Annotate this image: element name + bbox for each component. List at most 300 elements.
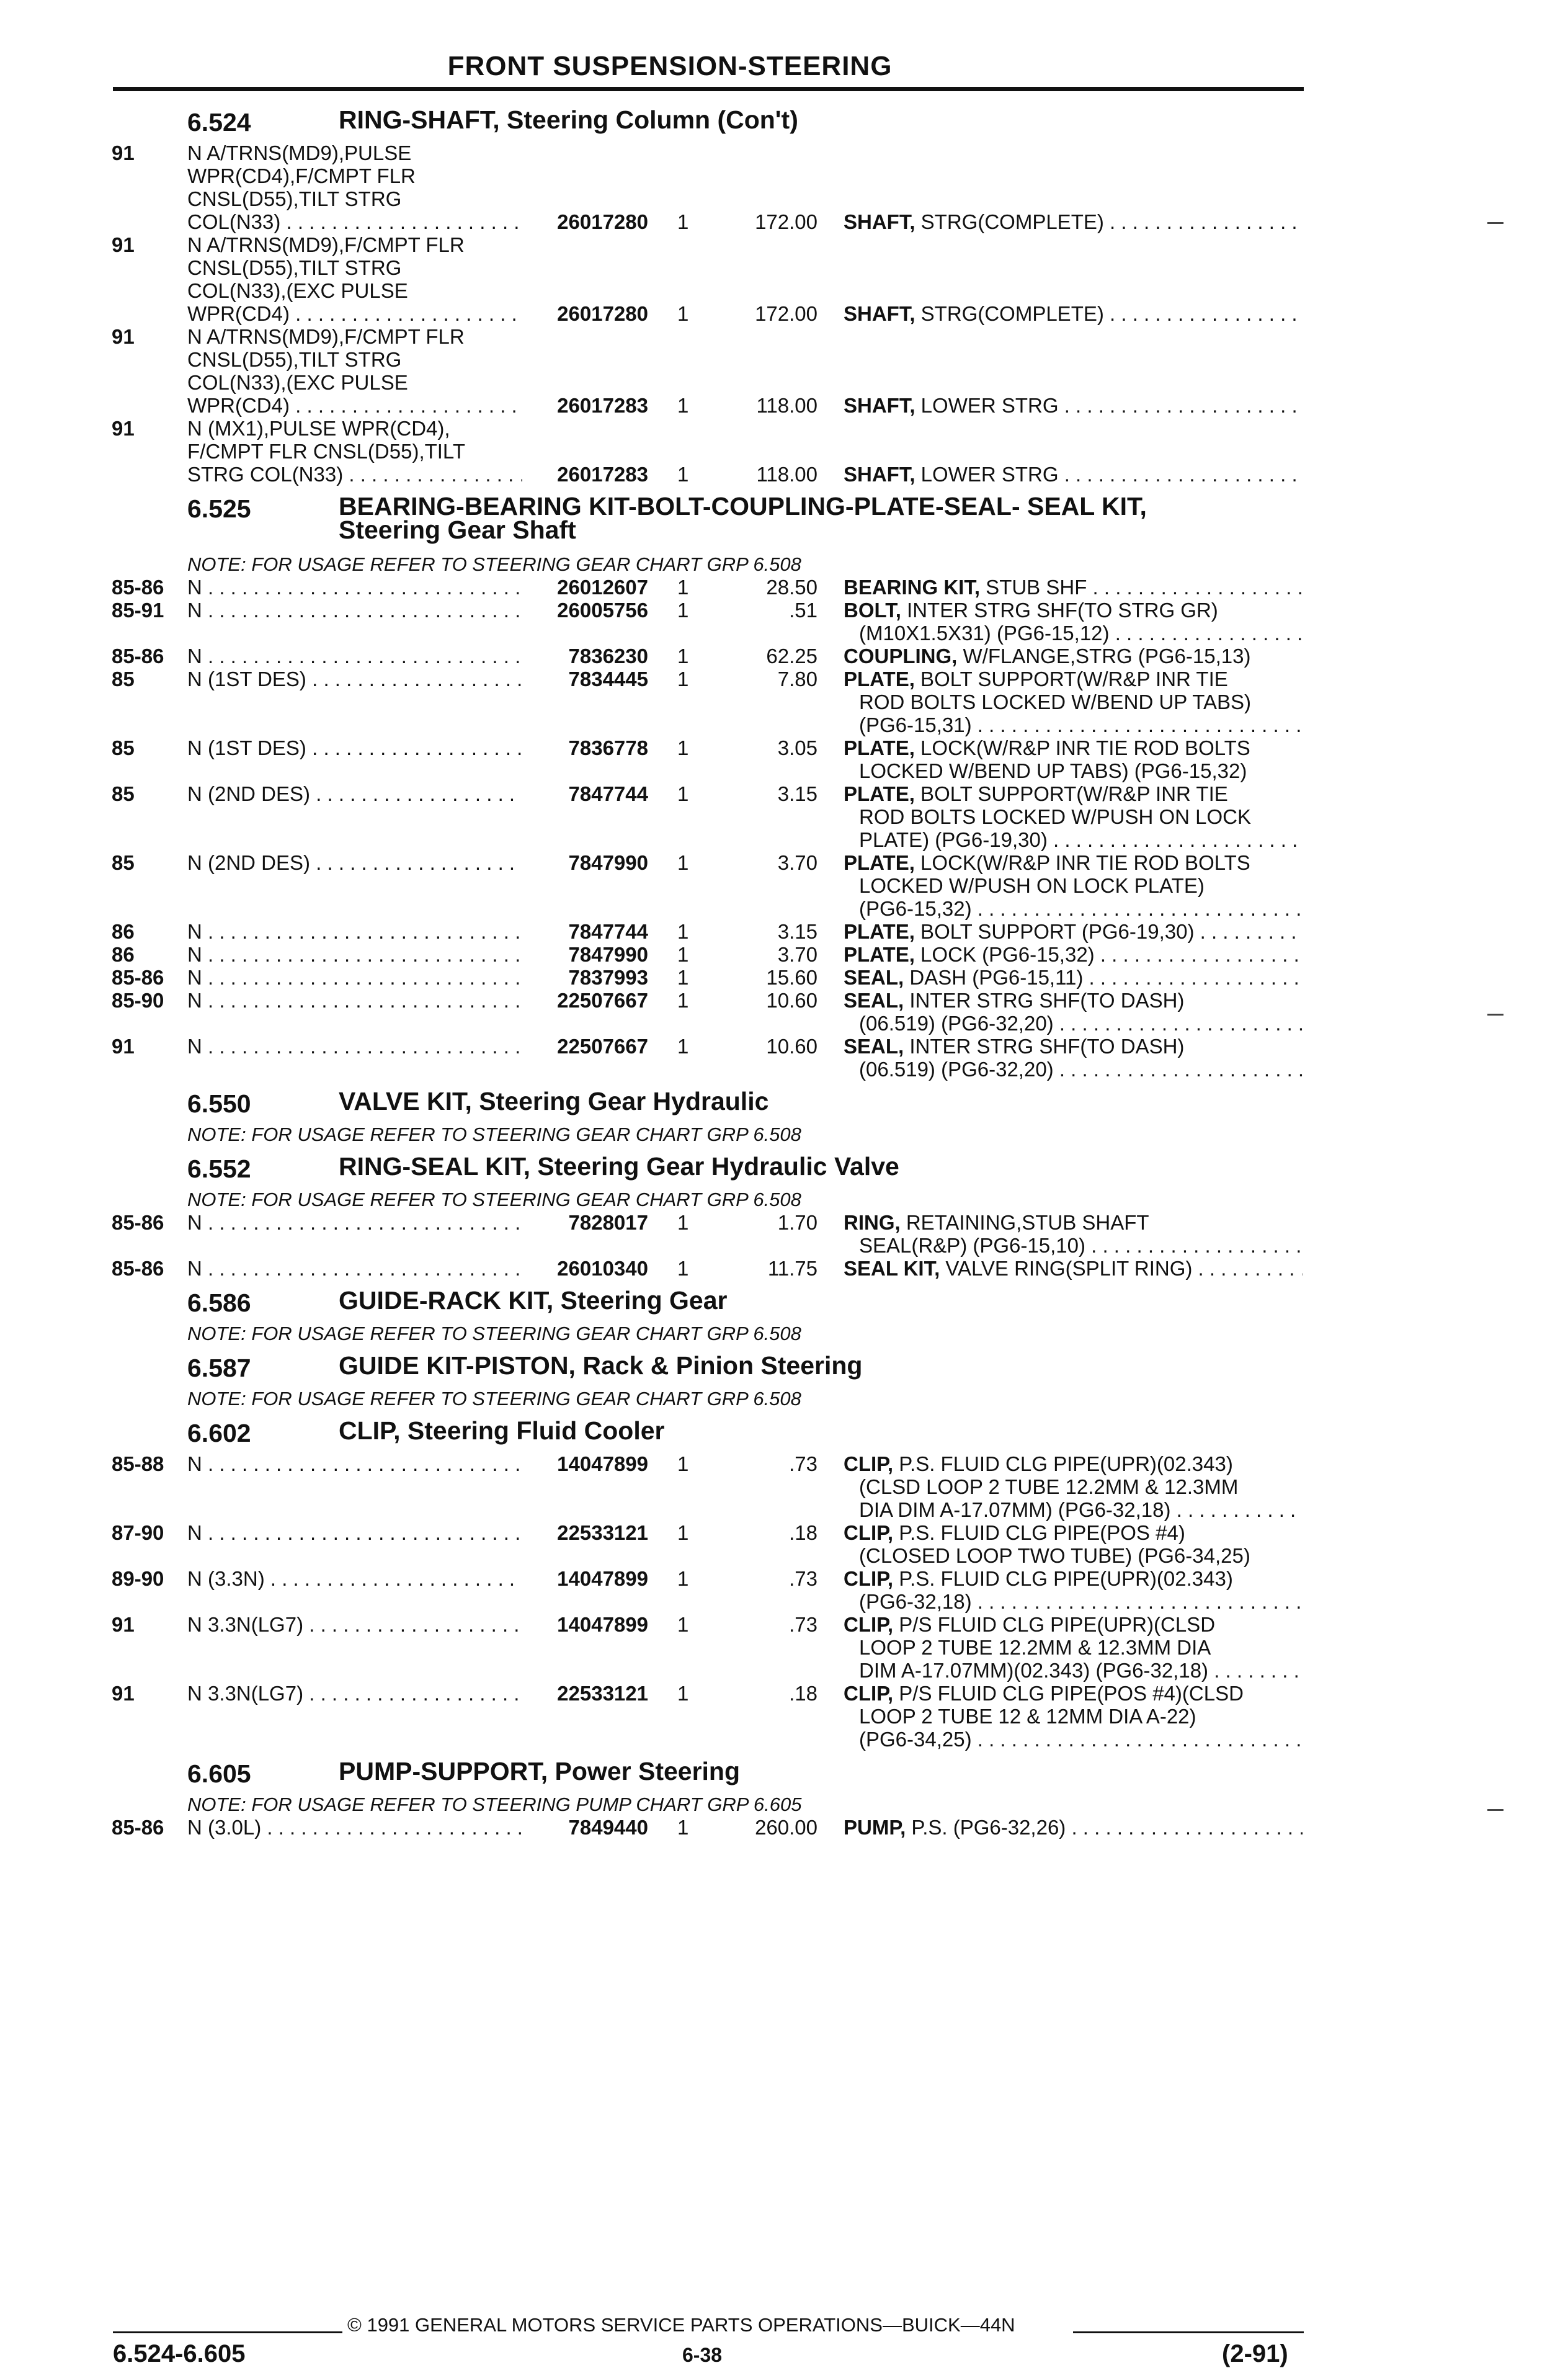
price: 10.60 — [766, 1035, 817, 1058]
part-name: SHAFT, LOWER STRG . . . — [844, 463, 1303, 486]
part-name-bold: PLATE, — [844, 920, 915, 943]
table-row — [0, 1613, 1568, 1636]
price: 260.00 — [755, 1816, 817, 1839]
usage-description: COL(N33) . . . — [187, 210, 522, 233]
part-name-bold: CLIP, — [844, 1682, 894, 1705]
part-number: 14047899 — [557, 1613, 648, 1636]
usage-description: CNSL(D55),TILT STRG — [187, 256, 402, 279]
price: .73 — [789, 1613, 817, 1636]
price: 172.00 — [755, 302, 817, 325]
section-heading — [0, 486, 1568, 553]
part-number: 22533121 — [557, 1682, 648, 1705]
part-name: PLATE, BOLT SUPPORT(W/R&P INR TIE — [844, 668, 1228, 690]
table-row — [0, 989, 1568, 1012]
part-name: COUPLING, W/FLANGE,STRG (PG6-15,13) — [844, 645, 1251, 668]
part-name: PUMP, P.S. (PG6-32,26) . . . — [844, 1816, 1303, 1839]
usage-description: COL(N33),(EXC PULSE — [187, 279, 408, 302]
price: .18 — [789, 1521, 817, 1544]
table-row — [0, 233, 1568, 256]
table-row — [0, 164, 1568, 187]
table-row — [0, 690, 1568, 713]
usage-description: N (2ND DES) . . . — [187, 851, 522, 874]
part-name-bold: BEARING KIT, — [844, 576, 981, 599]
part-name-bold: BOLT, — [844, 599, 901, 622]
part-name: (PG6-15,32) . . . — [859, 897, 1303, 920]
table-row — [0, 1636, 1568, 1659]
part-name: PLATE, LOCK(W/R&P INR TIE ROD BOLTS — [844, 736, 1250, 759]
part-name: PLATE, BOLT SUPPORT(W/R&P INR TIE — [844, 782, 1228, 805]
quantity: 1 — [677, 851, 689, 874]
part-number: 7847990 — [568, 943, 648, 966]
part-name: SEAL, INTER STRG SHF(TO DASH) — [844, 1035, 1185, 1058]
usage-description: CNSL(D55),TILT STRG — [187, 348, 402, 371]
price: .51 — [789, 599, 817, 622]
table-row — [0, 1682, 1568, 1705]
model-year: 85-86 — [112, 1257, 164, 1280]
part-name: CLIP, P.S. FLUID CLG PIPE(UPR)(02.343) — [844, 1567, 1233, 1590]
part-name: PLATE, BOLT SUPPORT (PG6-19,30) . . . — [844, 920, 1303, 943]
table-row — [0, 1058, 1568, 1081]
part-number: 22507667 — [557, 1035, 648, 1058]
part-name: (PG6-34,25) . . . — [859, 1728, 1303, 1751]
part-name: DIA DIM A-17.07MM) (PG6-32,18) . . . — [859, 1498, 1303, 1521]
margin-mark — [1487, 1014, 1503, 1016]
price: 28.50 — [766, 576, 817, 599]
part-number: 26017280 — [557, 210, 648, 233]
section-title: RING-SEAL KIT, Steering Gear Hydraulic Valve — [339, 1152, 899, 1181]
part-name-bold: PLATE, — [844, 736, 915, 759]
part-name: SHAFT, STRG(COMPLETE) . . . — [844, 210, 1303, 233]
usage-description: WPR(CD4) . . . — [187, 302, 522, 325]
usage-description: COL(N33),(EXC PULSE — [187, 371, 408, 394]
title-rule — [113, 87, 1304, 91]
usage-description: N (3.3N) . . . — [187, 1567, 522, 1590]
usage-description: N . . . — [187, 1035, 522, 1058]
table-row — [0, 828, 1568, 851]
section-title: PUMP-SUPPORT, Power Steering — [339, 1757, 741, 1785]
margin-mark — [1487, 222, 1503, 224]
part-name: ROD BOLTS LOCKED W/BEND UP TABS) — [859, 690, 1252, 713]
usage-description: STRG COL(N33) . . . — [187, 463, 522, 486]
usage-description: N 3.3N(LG7) . . . — [187, 1682, 522, 1705]
price: 3.70 — [777, 943, 817, 966]
part-name-bold: SHAFT, — [844, 463, 915, 486]
model-year: 85 — [112, 668, 135, 690]
table-row — [0, 668, 1568, 690]
table-row — [0, 325, 1568, 348]
usage-description: N A/TRNS(MD9),F/CMPT FLR — [187, 233, 465, 256]
part-name: CLIP, P/S FLUID CLG PIPE(POS #4)(CLSD — [844, 1682, 1244, 1705]
table-row — [0, 851, 1568, 874]
note-text: NOTE: FOR USAGE REFER TO STEERING GEAR CHART GRP 6.508 — [187, 1323, 801, 1344]
part-name-bold: PLATE, — [844, 782, 915, 805]
table-row — [0, 187, 1568, 210]
part-number: 7837993 — [568, 966, 648, 989]
quantity: 1 — [677, 599, 689, 622]
section-title: VALVE KIT, Steering Gear Hydraulic — [339, 1087, 769, 1115]
section-note — [0, 1188, 1568, 1211]
footer-section-range: 6.524-6.605 — [113, 2340, 246, 2367]
table-row — [0, 1590, 1568, 1613]
section-heading — [0, 1280, 1568, 1322]
quantity: 1 — [677, 1452, 689, 1475]
price: 1.70 — [777, 1211, 817, 1234]
section-number: 6.602 — [187, 1419, 251, 1447]
part-name: LOCKED W/PUSH ON LOCK PLATE) — [859, 874, 1205, 897]
price: .73 — [789, 1452, 817, 1475]
price: 118.00 — [756, 463, 817, 486]
usage-description: N (1ST DES) . . . — [187, 736, 522, 759]
table-row — [0, 463, 1568, 486]
table-row — [0, 759, 1568, 782]
part-name: DIM A-17.07MM)(02.343) (PG6-32,18) . . . — [859, 1659, 1303, 1682]
part-name: LOOP 2 TUBE 12 & 12MM DIA A-22) — [859, 1705, 1196, 1728]
table-row — [0, 1012, 1568, 1035]
model-year: 85-86 — [112, 966, 164, 989]
section-number: 6.605 — [187, 1759, 251, 1788]
model-year: 86 — [112, 920, 135, 943]
part-name-bold: SEAL, — [844, 966, 904, 989]
section-note — [0, 553, 1568, 576]
usage-description: N . . . — [187, 599, 522, 622]
note-text: NOTE: FOR USAGE REFER TO STEERING GEAR CHART GRP 6.508 — [187, 1388, 801, 1410]
part-name-bold: SHAFT, — [844, 210, 915, 233]
section-note — [0, 1387, 1568, 1410]
table-row — [0, 141, 1568, 164]
section-heading — [0, 99, 1568, 141]
part-name: PLATE) (PG6-19,30) . . . — [859, 828, 1303, 851]
quantity: 1 — [677, 576, 689, 599]
model-year: 85 — [112, 851, 135, 874]
table-row — [0, 782, 1568, 805]
part-name: (PG6-15,31) . . . — [859, 713, 1303, 736]
part-name-bold: PLATE, — [844, 851, 915, 874]
table-row — [0, 210, 1568, 233]
usage-description: WPR(CD4) . . . — [187, 394, 522, 417]
model-year: 89-90 — [112, 1567, 164, 1590]
part-name: CLIP, P/S FLUID CLG PIPE(UPR)(CLSD — [844, 1613, 1216, 1636]
table-row — [0, 1211, 1568, 1234]
quantity: 1 — [677, 736, 689, 759]
table-row — [0, 1659, 1568, 1682]
footer-rule-right — [1073, 2331, 1304, 2333]
part-number: 26012607 — [557, 576, 648, 599]
part-name: (M10X1.5X31) (PG6-15,12) . . . — [859, 622, 1303, 645]
price: .73 — [789, 1567, 817, 1590]
price: 3.70 — [777, 851, 817, 874]
table-row — [0, 1234, 1568, 1257]
usage-description: N A/TRNS(MD9),F/CMPT FLR — [187, 325, 465, 348]
part-name: SHAFT, STRG(COMPLETE) . . . — [844, 302, 1303, 325]
usage-description: N . . . — [187, 966, 522, 989]
part-name: CLIP, P.S. FLUID CLG PIPE(POS #4) — [844, 1521, 1185, 1544]
model-year: 91 — [112, 1035, 135, 1058]
table-row — [0, 576, 1568, 599]
section-title: BEARING-BEARING KIT-BOLT-COUPLING-PLATE-SEAL- SEAL KIT, Steering Gear Shaft — [339, 492, 1147, 544]
footer-revision-date: (2-91) — [1222, 2340, 1288, 2367]
quantity: 1 — [677, 1613, 689, 1636]
footer-rule-left — [113, 2331, 342, 2333]
table-row — [0, 874, 1568, 897]
usage-description: WPR(CD4),F/CMPT FLR — [187, 164, 416, 187]
part-name: CLIP, P.S. FLUID CLG PIPE(UPR)(02.343) — [844, 1452, 1233, 1475]
model-year: 87-90 — [112, 1521, 164, 1544]
section-heading — [0, 1751, 1568, 1793]
table-row — [0, 302, 1568, 325]
table-row — [0, 1452, 1568, 1475]
quantity: 1 — [677, 1035, 689, 1058]
section-note — [0, 1793, 1568, 1816]
section-heading — [0, 1146, 1568, 1188]
table-row — [0, 645, 1568, 668]
model-year: 85-88 — [112, 1452, 164, 1475]
part-name-bold: SHAFT, — [844, 302, 915, 325]
price: 10.60 — [766, 989, 817, 1012]
part-name-bold: SHAFT, — [844, 394, 915, 417]
quantity: 1 — [677, 943, 689, 966]
table-row — [0, 966, 1568, 989]
part-name: SEAL(R&P) (PG6-15,10) . . . — [859, 1234, 1303, 1257]
note-text: NOTE: FOR USAGE REFER TO STEERING GEAR CHART GRP 6.508 — [187, 553, 801, 575]
part-name-bold: PUMP, — [844, 1816, 906, 1839]
usage-description: N . . . — [187, 1521, 522, 1544]
usage-description: N . . . — [187, 943, 522, 966]
model-year: 91 — [112, 1682, 135, 1705]
part-number: 7828017 — [568, 1211, 648, 1234]
section-title: CLIP, Steering Fluid Cooler — [339, 1416, 665, 1445]
table-row — [0, 1728, 1568, 1751]
quantity: 1 — [677, 210, 689, 233]
parts-listing — [0, 99, 1568, 1839]
section-note — [0, 1322, 1568, 1345]
usage-description: N (1ST DES) . . . — [187, 668, 522, 690]
usage-description: N . . . — [187, 1257, 522, 1280]
part-name: (CLOSED LOOP TWO TUBE) (PG6-34,25) — [859, 1544, 1250, 1567]
usage-description: N . . . — [187, 645, 522, 668]
section-number: 6.525 — [187, 494, 251, 523]
part-name: RING, RETAINING,STUB SHAFT — [844, 1211, 1149, 1234]
usage-description: N A/TRNS(MD9),PULSE — [187, 141, 412, 164]
part-name-bold: COUPLING, — [844, 645, 958, 668]
table-row — [0, 1567, 1568, 1590]
part-number: 7847990 — [568, 851, 648, 874]
quantity: 1 — [677, 463, 689, 486]
table-row — [0, 1475, 1568, 1498]
quantity: 1 — [677, 989, 689, 1012]
model-year: 86 — [112, 943, 135, 966]
model-year: 91 — [112, 141, 135, 164]
quantity: 1 — [677, 1257, 689, 1280]
table-row — [0, 1521, 1568, 1544]
part-name: BOLT, INTER STRG SHF(TO STRG GR) — [844, 599, 1218, 622]
table-row — [0, 371, 1568, 394]
price: 7.80 — [777, 668, 817, 690]
quantity: 1 — [677, 645, 689, 668]
part-number: 14047899 — [557, 1452, 648, 1475]
price: 3.05 — [777, 736, 817, 759]
table-row — [0, 622, 1568, 645]
part-name: (CLSD LOOP 2 TUBE 12.2MM & 12.3MM — [859, 1475, 1239, 1498]
usage-description: N . . . — [187, 576, 522, 599]
table-row — [0, 599, 1568, 622]
part-name-bold: RING, — [844, 1211, 901, 1234]
table-row — [0, 440, 1568, 463]
model-year: 91 — [112, 325, 135, 348]
section-number: 6.586 — [187, 1289, 251, 1317]
note-text: NOTE: FOR USAGE REFER TO STEERING GEAR CHART GRP 6.508 — [187, 1124, 801, 1145]
usage-description: N . . . — [187, 1211, 522, 1234]
table-row — [0, 1705, 1568, 1728]
model-year: 85-86 — [112, 576, 164, 599]
price: 3.15 — [777, 920, 817, 943]
part-number: 7836230 — [568, 645, 648, 668]
quantity: 1 — [677, 920, 689, 943]
part-number: 14047899 — [557, 1567, 648, 1590]
part-name-bold: CLIP, — [844, 1613, 894, 1636]
price: 172.00 — [755, 210, 817, 233]
model-year: 85-86 — [112, 1211, 164, 1234]
part-number: 26017283 — [557, 394, 648, 417]
price: 15.60 — [766, 966, 817, 989]
part-name-bold: CLIP, — [844, 1452, 894, 1475]
table-row — [0, 1035, 1568, 1058]
part-number: 26005756 — [557, 599, 648, 622]
model-year: 91 — [112, 417, 135, 440]
usage-description: CNSL(D55),TILT STRG — [187, 187, 402, 210]
section-number: 6.587 — [187, 1354, 251, 1382]
part-name-bold: PLATE, — [844, 943, 915, 966]
part-name: SHAFT, LOWER STRG . . . — [844, 394, 1303, 417]
table-row — [0, 348, 1568, 371]
usage-description: N 3.3N(LG7) . . . — [187, 1613, 522, 1636]
note-text: NOTE: FOR USAGE REFER TO STEERING PUMP CHART GRP 6.605 — [187, 1794, 802, 1815]
usage-description: F/CMPT FLR CNSL(D55),TILT — [187, 440, 465, 463]
note-text: NOTE: FOR USAGE REFER TO STEERING GEAR CHART GRP 6.508 — [187, 1189, 801, 1210]
part-name: LOCKED W/BEND UP TABS) (PG6-15,32) — [859, 759, 1247, 782]
table-row — [0, 897, 1568, 920]
part-name-bold: PLATE, — [844, 668, 915, 690]
quantity: 1 — [677, 782, 689, 805]
table-row — [0, 256, 1568, 279]
table-row — [0, 805, 1568, 828]
part-name: SEAL, DASH (PG6-15,11) . . . — [844, 966, 1303, 989]
table-row — [0, 1498, 1568, 1521]
model-year: 85-86 — [112, 1816, 164, 1839]
section-title: GUIDE-RACK KIT, Steering Gear — [339, 1286, 728, 1315]
table-row — [0, 713, 1568, 736]
part-number: 26017283 — [557, 463, 648, 486]
part-number: 7836778 — [568, 736, 648, 759]
section-title: RING-SHAFT, Steering Column (Con't) — [339, 105, 798, 134]
section-heading — [0, 1410, 1568, 1452]
price: 118.00 — [756, 394, 817, 417]
part-name-bold: SEAL, — [844, 1035, 904, 1058]
quantity: 1 — [677, 1521, 689, 1544]
table-row — [0, 1544, 1568, 1567]
usage-description: N (MX1),PULSE WPR(CD4), — [187, 417, 450, 440]
part-name: (06.519) (PG6-32,20) . . . — [859, 1058, 1303, 1081]
part-number: 7847744 — [568, 782, 648, 805]
usage-description: N . . . — [187, 1452, 522, 1475]
usage-description: N . . . — [187, 920, 522, 943]
price: 11.75 — [767, 1257, 817, 1280]
footer-copyright: © 1991 GENERAL MOTORS SERVICE PARTS OPERATIONS—BUICK—44N — [347, 2314, 1015, 2336]
quantity: 1 — [677, 302, 689, 325]
section-number: 6.524 — [187, 108, 251, 136]
part-number: 22533121 — [557, 1521, 648, 1544]
price: .18 — [789, 1682, 817, 1705]
section-note — [0, 1123, 1568, 1146]
quantity: 1 — [677, 1567, 689, 1590]
part-name: LOOP 2 TUBE 12.2MM & 12.3MM DIA — [859, 1636, 1211, 1659]
price: 3.15 — [777, 782, 817, 805]
model-year: 85 — [112, 736, 135, 759]
quantity: 1 — [677, 1816, 689, 1839]
part-name: (06.519) (PG6-32,20) . . . — [859, 1012, 1303, 1035]
part-name: BEARING KIT, STUB SHF . . . — [844, 576, 1303, 599]
part-name-bold: CLIP, — [844, 1567, 894, 1590]
part-number: 26017280 — [557, 302, 648, 325]
part-name: PLATE, LOCK (PG6-15,32) . . . — [844, 943, 1303, 966]
section-title: GUIDE KIT-PISTON, Rack & Pinion Steering — [339, 1351, 863, 1380]
margin-mark — [1487, 1809, 1503, 1811]
page-title: FRONT SUSPENSION-STEERING — [447, 51, 893, 81]
table-row — [0, 394, 1568, 417]
part-number: 22507667 — [557, 989, 648, 1012]
usage-description: N (2ND DES) . . . — [187, 782, 522, 805]
part-name: SEAL KIT, VALVE RING(SPLIT RING) . . . — [844, 1257, 1303, 1280]
section-number: 6.550 — [187, 1089, 251, 1118]
part-name: SEAL, INTER STRG SHF(TO DASH) — [844, 989, 1185, 1012]
quantity: 1 — [677, 1211, 689, 1234]
quantity: 1 — [677, 1682, 689, 1705]
part-name: (PG6-32,18) . . . — [859, 1590, 1303, 1613]
part-name-bold: SEAL KIT, — [844, 1257, 940, 1280]
part-name: ROD BOLTS LOCKED W/PUSH ON LOCK — [859, 805, 1251, 828]
footer-page-number: 6-38 — [682, 2344, 723, 2366]
table-row — [0, 736, 1568, 759]
model-year: 91 — [112, 233, 135, 256]
model-year: 85-86 — [112, 645, 164, 668]
price: 62.25 — [766, 645, 817, 668]
model-year: 85-91 — [112, 599, 164, 622]
section-number: 6.552 — [187, 1155, 251, 1183]
quantity: 1 — [677, 966, 689, 989]
model-year: 85-90 — [112, 989, 164, 1012]
part-name-bold: SEAL, — [844, 989, 904, 1012]
part-name: PLATE, LOCK(W/R&P INR TIE ROD BOLTS — [844, 851, 1250, 874]
part-number: 26010340 — [557, 1257, 648, 1280]
model-year: 85 — [112, 782, 135, 805]
section-heading — [0, 1081, 1568, 1123]
usage-description: N . . . — [187, 989, 522, 1012]
table-row — [0, 1816, 1568, 1839]
part-number: 7849440 — [568, 1816, 648, 1839]
table-row — [0, 1257, 1568, 1280]
part-name-bold: CLIP, — [844, 1521, 894, 1544]
section-heading — [0, 1345, 1568, 1387]
table-row — [0, 920, 1568, 943]
table-row — [0, 943, 1568, 966]
part-number: 7834445 — [568, 668, 648, 690]
usage-description: N (3.0L) . . . — [187, 1816, 522, 1839]
quantity: 1 — [677, 668, 689, 690]
model-year: 91 — [112, 1613, 135, 1636]
part-number: 7847744 — [568, 920, 648, 943]
table-row — [0, 279, 1568, 302]
table-row — [0, 417, 1568, 440]
quantity: 1 — [677, 394, 689, 417]
